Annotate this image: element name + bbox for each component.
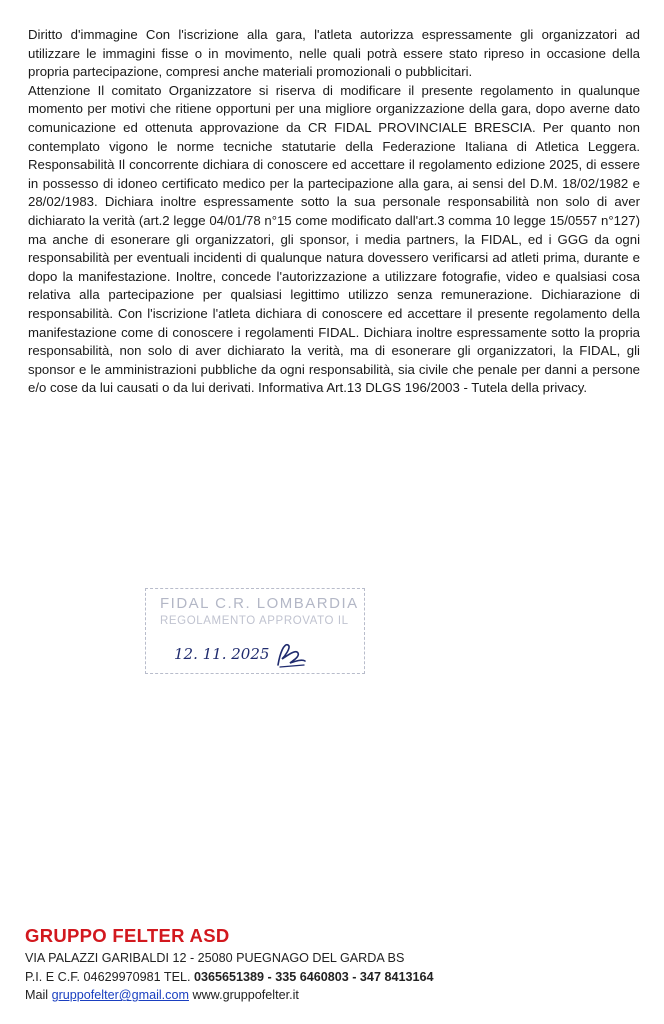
stamp-handwritten-date: 12. 11. 2025 [174, 645, 270, 663]
mail-label: Mail [25, 988, 52, 1003]
stamp-approval-label: REGOLAMENTO APPROVATO IL [160, 615, 349, 627]
address-line: VIA PALAZZI GARIBALDI 12 - 25080 PUEGNAGO DEL GARDA BS [25, 951, 405, 965]
tax-id-label: P.I. E C.F. 04629970981 TEL. [25, 969, 194, 984]
regulation-changes-paragraph: Attenzione Il comitato Organizzatore si riserva di modificare il presente regolamento in qualunque momento per motivi che ritiene opportuni per una migliore organizzazione della gara, dopo averne dato comunicazione ed ottenuta approvazione da CR FIDAL PROVINCIALE BRESCIA. Per quanto non contemplato vigono le norme tecniche statutarie della Federazione Italiana di Atletica Leggera. Responsabilità Il concorrente dichiara di conoscere ed accettare il regolamento edizione 2025, di essere in possesso di idoneo certificato medico per la partecipazione alla gara, ai sensi del D.M. 18/02/1982 e 28/02/1983. Dichiara inoltre espressamente sotto la sua personale responsabilità non solo di aver dichiarato la verità (art.2 legge 04/01/78 n°15 come modificato dall'art.3 comma 10 legge 15/0557 n°127) ma anche di esonerare gli organizzatori, gli sponsor, i media partners, la FIDAL, ed i GGG da ogni responsabilità per eventuali incidenti di qualunque natura dovessero verificarsi ad atleti prima, durante e dopo la manifestazione. Inoltre, concede l'autorizzazione a utilizzare fotografie, video e qualsiasi cosa relativa alla partecipazione per qualsiasi legittimo utilizzo senza remunerazione. Dichiarazione di responsabilità. Con l'iscrizione l'atleta dichiara di conoscere ed accettare il presente regolamento della manifestazione come di conoscere i regolamenti FIDAL. Dichiara inoltre espressamente sotto la propria responsabilità, non solo di aver dichiarato la verità, ma di esonerare gli organizzatori, la FIDAL, gli sponsor e le amministrazioni pubbliche da ogni responsabilità, sia civile che penale per danni a persone e/o cose da lui causati o da lui derivati. Informativa Art.13 DLGS 196/2003 - Tutela della privacy. [28, 82, 640, 396]
phone-numbers: 0365651389 - 335 6460803 - 347 8413164 [193, 969, 434, 984]
email-link[interactable]: gruppofelter@gmail.com [51, 988, 189, 1003]
signature-icon [274, 639, 308, 669]
tax-phone-line [25, 968, 645, 987]
approval-stamp [145, 588, 365, 674]
footer [25, 925, 645, 1005]
stamp-authority: FIDAL C.R. LOMBARDIA [160, 595, 359, 612]
contact-line [25, 986, 645, 1005]
website-link[interactable]: www.gruppofelter.it [188, 988, 299, 1003]
organization-name: GRUPPO FELTER ASD [25, 925, 230, 946]
image-rights-paragraph: Diritto d'immagine Con l'iscrizione alla gara, l'atleta autorizza espressamente gli organizzatori ad utilizzare le immagini fisse o in movimento, nelle quali potrà essere stato ripreso in occasione della propria partecipazione, compresi anche materiali promozionali o pubblicitari. [28, 27, 640, 80]
regulation-text [28, 26, 640, 398]
